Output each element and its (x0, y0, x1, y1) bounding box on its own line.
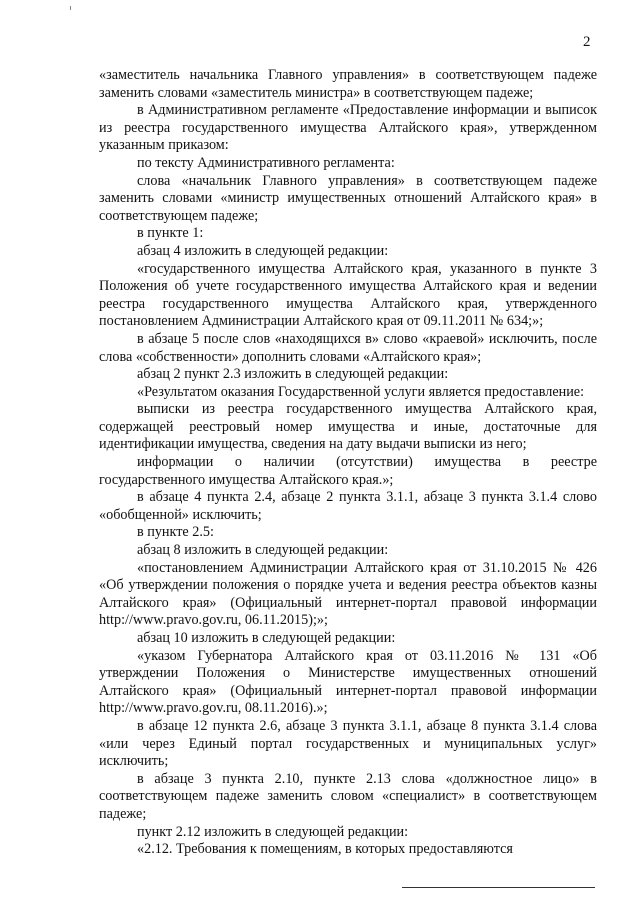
paragraph: пункт 2.12 изложить в следующей редакции: (137, 823, 409, 840)
paragraph: абзац 4 изложить в следующей редакции: (137, 242, 389, 259)
paragraph: слова «начальник Главного управления» в соответствующем падеже заменить словами «министр имущественных отношений Алтайского края» в соответствующем падеже; (99, 172, 597, 224)
scan-mark (70, 6, 71, 10)
paragraph: в абзаце 3 пункта 2.10, пункте 2.13 слова «должностное лицо» в соответствующем падеже заменить словом «специалист» в соответствующем падеже; (99, 770, 597, 822)
paragraph: выписки из реестра государственного имущества Алтайского края, содержащей реестровый номер имущества и иные, достаточные для идентификации имущества, сведения на дату выдачи выписки из него; (99, 401, 597, 453)
paragraph: «2.12. Требования к помещениям, в которых предоставляются (137, 841, 513, 858)
page-number: 2 (583, 34, 591, 50)
paragraph: в абзаце 5 после слов «находящихся в» слово «краевой» исключить, после слова «собственности» дополнить словами «Алтайского края»; (99, 330, 597, 365)
paragraph: по тексту Административного регламента: (137, 154, 395, 171)
paragraph: абзац 2 пункт 2.3 изложить в следующей редакции: (137, 366, 449, 383)
paragraph: «указом Губернатора Алтайского края от 03.11.2016 № 131 «Об утверждении Положения о Министерстве имущественных отношений Алтайского края» (Официальный интернет-портал правовой информации http://www.pravo.gov.ru, 08.11.2016).»; (99, 647, 597, 717)
paragraph: в абзаце 12 пункта 2.6, абзаце 3 пункта 3.1.1, абзаце 8 пункта 3.1.4 слова «или через Единый портал государственных и муниципальных услуг» исключить; (99, 717, 597, 770)
paragraph: «постановлением Администрации Алтайского края от 31.10.2015 № 426 «Об утверждении положения о порядке учета и ведения реестра объектов казны Алтайского края» (Официальный интернет-портал правовой информации http://www.pravo.gov.ru, 06.11.2015);»; (99, 559, 597, 629)
paragraph: в пункте 2.5: (137, 524, 214, 541)
paragraph: абзац 8 изложить в следующей редакции: (137, 542, 389, 559)
paragraph: абзац 10 изложить в следующей редакции: (137, 630, 396, 646)
paragraph: в пункте 1: (137, 225, 204, 242)
paragraph: «заместитель начальника Главного управления» в соответствующем падеже заменить словами «заместитель министра» в соответствующем падеже; (99, 67, 597, 101)
paragraph: «государственного имущества Алтайского края, указанного в пункте 3 Положения об учете государственного имущества Алтайского края и ведении реестра государственного имущества Алтайского края, утвержденного постановлением Администрации Алтайского края от 09.11.2011 № 634;»; (99, 260, 597, 330)
paragraph: в абзаце 4 пункта 2.4, абзаце 2 пункта 3.1.1, абзаце 3 пункта 3.1.4 слово «обобщенной» исключить; (99, 489, 597, 523)
paragraph: информации о наличии (отсутствии) имущества в реестре государственного имущества Алтайского края.»; (99, 454, 597, 488)
footer-rule (402, 887, 595, 888)
paragraph: в Административном регламенте «Предоставление информации и выписок из реестра государственного имущества Алтайского края», утвержденном указанным приказом: (99, 102, 597, 154)
paragraph: «Результатом оказания Государственной услуги является предоставление: (137, 383, 585, 400)
document-body (99, 67, 597, 859)
